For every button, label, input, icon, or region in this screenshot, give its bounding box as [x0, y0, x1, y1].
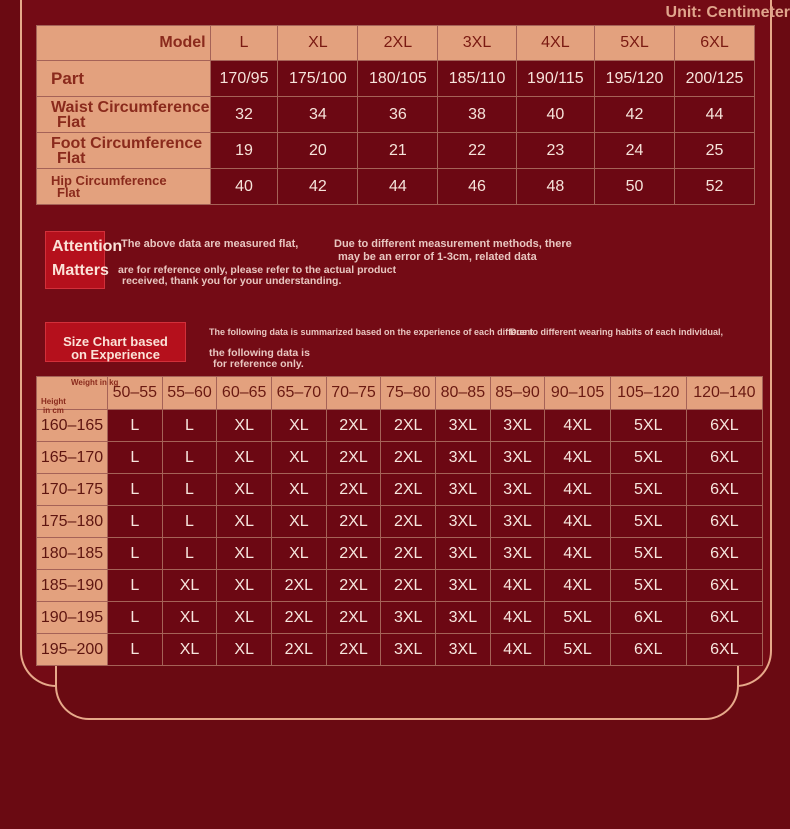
size-recommendation-cell: XL [272, 506, 327, 538]
size-recommendation-cell: XL [217, 602, 272, 634]
size-recommendation-cell: 6XL [686, 602, 762, 634]
hip-label-line1: Hip Circumference [51, 172, 167, 188]
size-recommendation-cell: XL [272, 442, 327, 474]
size-recommendation-cell: 3XL [436, 474, 491, 506]
size-recommendation-cell: 3XL [381, 634, 436, 666]
size-recommendation-cell: L [108, 474, 163, 506]
value-cell: 48 [516, 169, 594, 205]
size-recommendation-cell: XL [217, 474, 272, 506]
size-recommendation-cell: L [108, 506, 163, 538]
table-row [37, 570, 763, 602]
weight-range-cell: 55–60 [162, 377, 217, 410]
attention-word: Attention [52, 238, 123, 255]
weight-range-cell: 80–85 [436, 377, 491, 410]
value-cell: 20 [278, 133, 358, 169]
spec-cell: 190/115 [516, 61, 594, 97]
size-recommendation-cell: 2XL [326, 410, 381, 442]
height-range-cell: 195–200 [37, 634, 108, 666]
hip-row [37, 169, 755, 205]
size-recommendation-cell: 4XL [545, 474, 610, 506]
experience-note4: for reference only. [213, 358, 304, 370]
spec-cell: 180/105 [358, 61, 438, 97]
size-recommendation-cell: 4XL [545, 506, 610, 538]
size-recommendation-cell: 3XL [436, 506, 491, 538]
height-range-cell: 165–170 [37, 442, 108, 474]
model-label-cell [37, 26, 211, 61]
experience-note1: The following data is summarized based on the experience of each different [209, 327, 534, 337]
size-recommendation-cell: 6XL [686, 570, 762, 602]
size-recommendation-cell: 2XL [326, 570, 381, 602]
size-recommendation-cell: 4XL [545, 410, 610, 442]
waist-row [37, 97, 755, 133]
size-recommendation-cell: 5XL [610, 538, 686, 570]
height-range-cell: 185–190 [37, 570, 108, 602]
corner-cell [37, 377, 119, 415]
size-recommendation-cell: XL [272, 538, 327, 570]
value-cell: 21 [358, 133, 438, 169]
value-cell: 40 [516, 97, 594, 133]
size-recommendation-cell: 2XL [381, 538, 436, 570]
table-row [37, 634, 763, 666]
height-label-line1: Height [41, 397, 66, 406]
size-recommendation-cell: 2XL [381, 506, 436, 538]
value-cell: 52 [674, 169, 754, 205]
value-cell: 32 [210, 97, 278, 133]
value-cell: 40 [210, 169, 278, 205]
value-cell: 38 [438, 97, 516, 133]
size-recommendation-cell: 2XL [326, 602, 381, 634]
size-recommendation-cell: 4XL [490, 602, 545, 634]
size-recommendation-cell: 6XL [686, 442, 762, 474]
size-recommendation-cell: 6XL [686, 538, 762, 570]
size-recommendation-cell: XL [162, 570, 217, 602]
size-recommendation-cell: 2XL [272, 634, 327, 666]
size-recommendation-cell: 2XL [272, 602, 327, 634]
size-recommendation-cell: L [162, 410, 217, 442]
value-cell: 42 [278, 169, 358, 205]
weight-header-row [37, 377, 763, 410]
size-recommendation-cell: 2XL [326, 442, 381, 474]
size-recommendation-cell: L [162, 538, 217, 570]
size-recommendation-cell: 3XL [436, 570, 491, 602]
waist-label-line1: Waist Circumference [51, 98, 210, 116]
unit-label: Unit: Centimeter [665, 4, 790, 21]
weight-height-table [36, 376, 763, 666]
size-recommendation-cell: 4XL [490, 634, 545, 666]
size-recommendation-cell: XL [217, 506, 272, 538]
table-row [37, 538, 763, 570]
weight-range-cell: 75–80 [381, 377, 436, 410]
value-cell: 46 [438, 169, 516, 205]
size-recommendation-cell: 4XL [490, 570, 545, 602]
size-cell: 5XL [595, 26, 675, 61]
experience-note2: Due to different wearing habits of each individual, [510, 327, 724, 337]
part-label: Part [37, 61, 211, 97]
size-recommendation-cell: L [108, 538, 163, 570]
experience-title-line1: Size Chart based [63, 334, 168, 349]
value-cell: 50 [595, 169, 675, 205]
value-cell: 44 [674, 97, 754, 133]
size-recommendation-cell: L [108, 602, 163, 634]
size-recommendation-cell: 5XL [610, 410, 686, 442]
weight-range-cell: 90–105 [545, 377, 610, 410]
size-recommendation-cell: 2XL [381, 570, 436, 602]
size-recommendation-cell: XL [217, 570, 272, 602]
foot-label-line2: Flat [57, 149, 86, 167]
size-recommendation-cell: XL [217, 410, 272, 442]
spec-cell: 195/120 [595, 61, 675, 97]
size-recommendation-cell: 4XL [545, 570, 610, 602]
size-recommendation-cell: XL [217, 538, 272, 570]
table-row [37, 602, 763, 634]
attention-text-b1: Due to different measurement methods, there [334, 238, 572, 250]
table-row [37, 442, 763, 474]
size-table [36, 25, 755, 205]
size-recommendation-cell: 5XL [610, 442, 686, 474]
value-cell: 25 [674, 133, 754, 169]
value-cell: 44 [358, 169, 438, 205]
size-recommendation-cell: L [108, 410, 163, 442]
size-recommendation-cell: 3XL [490, 538, 545, 570]
size-recommendation-cell: 3XL [490, 506, 545, 538]
size-recommendation-cell: 2XL [326, 538, 381, 570]
height-range-cell: 170–175 [37, 474, 108, 506]
waist-label [37, 97, 211, 133]
size-recommendation-cell: 3XL [436, 634, 491, 666]
size-recommendation-cell: 6XL [686, 506, 762, 538]
size-recommendation-cell: 3XL [436, 602, 491, 634]
matters-word: Matters [52, 262, 109, 279]
model-label: Model [159, 34, 206, 51]
size-recommendation-cell: 3XL [490, 474, 545, 506]
size-recommendation-cell: 3XL [381, 602, 436, 634]
size-recommendation-cell: 2XL [326, 634, 381, 666]
size-recommendation-cell: L [108, 442, 163, 474]
size-recommendation-cell: 6XL [686, 410, 762, 442]
value-cell: 24 [595, 133, 675, 169]
hip-label-line2: Flat [57, 184, 81, 200]
size-recommendation-cell: 6XL [686, 474, 762, 506]
attention-text-a: The above data are measured flat, [121, 238, 299, 250]
hip-label [37, 169, 211, 205]
value-cell: 19 [210, 133, 278, 169]
spec-cell: 175/100 [278, 61, 358, 97]
height-range-cell: 180–185 [37, 538, 108, 570]
size-recommendation-cell: 6XL [686, 634, 762, 666]
weight-range-cell: 120–140 [686, 377, 762, 410]
weight-range-cell: 50–55 [108, 377, 163, 410]
size-recommendation-cell: 5XL [545, 602, 610, 634]
attention-text-c2: received, thank you for your understanding. [122, 275, 342, 287]
size-recommendation-cell: 3XL [436, 410, 491, 442]
table-row [37, 474, 763, 506]
value-cell: 34 [278, 97, 358, 133]
foot-label [37, 133, 211, 169]
foot-label-line1: Foot Circumference [51, 134, 203, 152]
attention-text-c1: are for reference only, please refer to the actual product [118, 264, 397, 276]
spec-row [37, 61, 755, 97]
size-recommendation-cell: XL [162, 602, 217, 634]
size-recommendation-cell: 4XL [545, 442, 610, 474]
size-cell: XL [278, 26, 358, 61]
size-recommendation-cell: XL [217, 442, 272, 474]
size-recommendation-cell: 2XL [381, 442, 436, 474]
size-recommendation-cell: 2XL [326, 506, 381, 538]
value-cell: 22 [438, 133, 516, 169]
size-recommendation-cell: 3XL [490, 410, 545, 442]
size-cell: L [210, 26, 278, 61]
size-recommendation-cell: 2XL [381, 474, 436, 506]
table-row [37, 410, 763, 442]
attention-text-b2: may be an error of 1-3cm, related data [338, 251, 537, 263]
spec-cell: 170/95 [210, 61, 278, 97]
height-range-cell: 160–165 [37, 410, 108, 442]
spec-cell: 185/110 [438, 61, 516, 97]
height-range-cell: 190–195 [37, 602, 108, 634]
experience-note3: the following data is [209, 347, 310, 359]
size-recommendation-cell: 5XL [610, 474, 686, 506]
height-range-cell: 175–180 [37, 506, 108, 538]
size-recommendation-cell: 2XL [326, 474, 381, 506]
size-recommendation-cell: L [108, 634, 163, 666]
height-label-line2: in cm [42, 406, 64, 415]
size-cell: 4XL [516, 26, 594, 61]
size-recommendation-cell: XL [272, 474, 327, 506]
table-row [37, 506, 763, 538]
size-header-row [37, 26, 755, 61]
size-recommendation-cell: L [108, 570, 163, 602]
size-cell: 2XL [358, 26, 438, 61]
value-cell: 42 [595, 97, 675, 133]
size-recommendation-cell: L [162, 474, 217, 506]
size-recommendation-cell: 3XL [436, 538, 491, 570]
size-cell: 3XL [438, 26, 516, 61]
weight-label: Weight in kg [71, 378, 119, 387]
value-cell: 23 [516, 133, 594, 169]
weight-range-cell: 65–70 [272, 377, 327, 410]
size-recommendation-cell: XL [217, 634, 272, 666]
size-recommendation-cell: 5XL [610, 570, 686, 602]
waist-label-line2: Flat [57, 113, 86, 131]
experience-title-box [45, 322, 186, 362]
size-recommendation-cell: 5XL [545, 634, 610, 666]
size-recommendation-cell: L [162, 442, 217, 474]
size-recommendation-cell: XL [272, 410, 327, 442]
size-recommendation-cell: 6XL [610, 602, 686, 634]
weight-range-cell: 85–90 [490, 377, 545, 410]
size-recommendation-cell: 3XL [436, 442, 491, 474]
weight-range-cell: 105–120 [610, 377, 686, 410]
size-recommendation-cell: 4XL [545, 538, 610, 570]
size-recommendation-cell: L [162, 506, 217, 538]
weight-range-cell: 60–65 [217, 377, 272, 410]
foot-row [37, 133, 755, 169]
size-recommendation-cell: 2XL [272, 570, 327, 602]
size-cell: 6XL [674, 26, 754, 61]
size-recommendation-cell: 5XL [610, 506, 686, 538]
size-recommendation-cell: 3XL [490, 442, 545, 474]
value-cell: 36 [358, 97, 438, 133]
weight-range-cell: 70–75 [326, 377, 381, 410]
height-label [41, 397, 66, 415]
size-recommendation-cell: 6XL [610, 634, 686, 666]
size-recommendation-cell: XL [162, 634, 217, 666]
experience-title-line2: on Experience [71, 347, 160, 362]
spec-cell: 200/125 [674, 61, 754, 97]
size-recommendation-cell: 2XL [381, 410, 436, 442]
